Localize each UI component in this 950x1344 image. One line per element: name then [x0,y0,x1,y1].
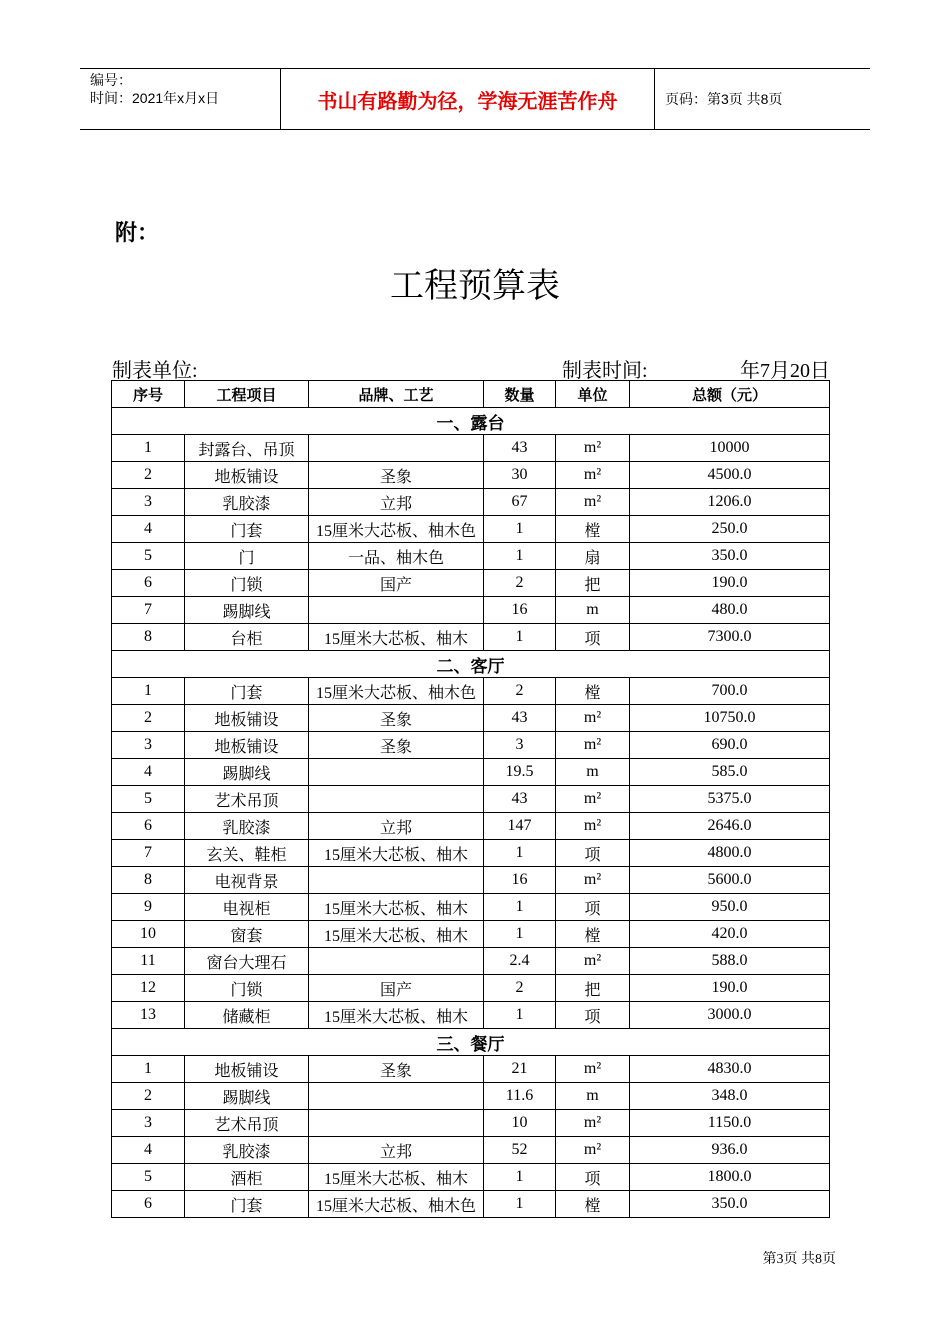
cell-total: 4830.0 [630,1056,830,1083]
cell-total: 3000.0 [630,1002,830,1029]
cell-index: 13 [112,1002,185,1029]
cell-index: 11 [112,948,185,975]
table-row [112,1137,830,1164]
cell-item: 电视背景 [185,867,309,894]
cell-index: 9 [112,894,185,921]
cell-item: 酒柜 [185,1164,309,1191]
cell-unit: m² [556,948,630,975]
col-header-quantity: 数量 [484,381,556,408]
section-title: 一、露台 [112,408,830,435]
cell-total: 950.0 [630,894,830,921]
cell-unit: m² [556,867,630,894]
cell-item: 电视柜 [185,894,309,921]
cell-item: 踢脚线 [185,759,309,786]
cell-index: 1 [112,678,185,705]
cell-quantity: 30 [484,462,556,489]
cell-index: 6 [112,570,185,597]
col-header-brand: 品牌、工艺 [309,381,484,408]
cell-total: 1206.0 [630,489,830,516]
table-row [112,813,830,840]
cell-total: 1150.0 [630,1110,830,1137]
cell-brand: 圣象 [309,462,484,489]
cell-unit: 项 [556,840,630,867]
table-row [112,624,830,651]
cell-unit: m² [556,732,630,759]
cell-quantity: 1 [484,894,556,921]
cell-quantity: 19.5 [484,759,556,786]
cell-index: 3 [112,1110,185,1137]
cell-index: 4 [112,1137,185,1164]
table-row [112,921,830,948]
cell-unit: m² [556,1137,630,1164]
cell-quantity: 1 [484,516,556,543]
cell-index: 2 [112,705,185,732]
cell-total: 4800.0 [630,840,830,867]
cell-unit: m² [556,1110,630,1137]
cell-unit: 樘 [556,516,630,543]
cell-total: 588.0 [630,948,830,975]
cell-brand [309,867,484,894]
cell-unit: m² [556,489,630,516]
cell-quantity: 16 [484,867,556,894]
cell-total: 936.0 [630,1137,830,1164]
cell-quantity: 2.4 [484,948,556,975]
cell-brand: 15厘米大芯板、柚木 [309,840,484,867]
table-row [112,840,830,867]
cell-quantity: 52 [484,1137,556,1164]
cell-total: 5375.0 [630,786,830,813]
header-time-label: 时间：2021年x月x日 [90,90,220,106]
cell-brand: 15厘米大芯板、柚木 [309,894,484,921]
cell-item: 地板铺设 [185,705,309,732]
cell-total: 250.0 [630,516,830,543]
cell-item: 门 [185,543,309,570]
cell-item: 地板铺设 [185,732,309,759]
table-header-row [112,381,830,408]
col-header-total: 总额（元） [630,381,830,408]
cell-unit: m² [556,786,630,813]
maker-time-label: 制表时间: [562,360,648,382]
page-footer: 第3页 共8页 [762,1252,836,1267]
cell-item: 储藏柜 [185,1002,309,1029]
document-title: 工程预算表 [390,266,560,306]
cell-brand: 立邦 [309,813,484,840]
cell-item: 踢脚线 [185,597,309,624]
table-body [112,408,830,1218]
cell-brand: 国产 [309,975,484,1002]
cell-brand: 15厘米大芯板、柚木 [309,624,484,651]
table-row [112,786,830,813]
cell-item: 窗台大理石 [185,948,309,975]
section-row [112,1029,830,1056]
cell-index: 1 [112,1056,185,1083]
cell-index: 4 [112,759,185,786]
cell-unit: m² [556,462,630,489]
cell-quantity: 1 [484,1002,556,1029]
cell-unit: m² [556,705,630,732]
cell-unit: m [556,1083,630,1110]
cell-brand: 15厘米大芯板、柚木 [309,921,484,948]
cell-unit: 项 [556,624,630,651]
cell-index: 7 [112,597,185,624]
cell-brand: 15厘米大芯板、柚木色 [309,678,484,705]
cell-brand [309,597,484,624]
cell-unit: 把 [556,570,630,597]
table-row [112,894,830,921]
cell-quantity: 1 [484,1191,556,1218]
table-row [112,516,830,543]
cell-item: 玄关、鞋柜 [185,840,309,867]
col-header-index: 序号 [112,381,185,408]
cell-index: 8 [112,624,185,651]
cell-quantity: 10 [484,1110,556,1137]
table-row [112,948,830,975]
cell-total: 2646.0 [630,813,830,840]
cell-total: 420.0 [630,921,830,948]
cell-unit: 樘 [556,1191,630,1218]
cell-item: 地板铺设 [185,462,309,489]
maker-date: 年7月20日 [740,360,830,382]
section-title: 二、客厅 [112,651,830,678]
cell-total: 190.0 [630,975,830,1002]
cell-total: 585.0 [630,759,830,786]
cell-brand [309,948,484,975]
cell-total: 10750.0 [630,705,830,732]
cell-index: 8 [112,867,185,894]
cell-index: 7 [112,840,185,867]
col-header-unit: 单位 [556,381,630,408]
cell-quantity: 16 [484,597,556,624]
cell-quantity: 1 [484,840,556,867]
cell-quantity: 43 [484,435,556,462]
cell-quantity: 1 [484,921,556,948]
cell-index: 2 [112,1083,185,1110]
cell-quantity: 2 [484,975,556,1002]
cell-item: 踢脚线 [185,1083,309,1110]
cell-brand [309,1083,484,1110]
cell-index: 6 [112,1191,185,1218]
section-row [112,651,830,678]
cell-quantity: 1 [484,1164,556,1191]
header-meta [80,69,281,129]
cell-quantity: 43 [484,786,556,813]
cell-item: 艺术吊顶 [185,786,309,813]
cell-brand: 圣象 [309,1056,484,1083]
cell-brand: 立邦 [309,489,484,516]
cell-brand: 15厘米大芯板、柚木 [309,1002,484,1029]
cell-total: 350.0 [630,543,830,570]
cell-unit: m² [556,813,630,840]
cell-quantity: 1 [484,624,556,651]
cell-total: 700.0 [630,678,830,705]
cell-brand: 一品、柚木色 [309,543,484,570]
cell-index: 1 [112,435,185,462]
cell-unit: 樘 [556,678,630,705]
table-row [112,705,830,732]
cell-brand: 国产 [309,570,484,597]
table-row [112,462,830,489]
cell-total: 4500.0 [630,462,830,489]
cell-index: 5 [112,786,185,813]
cell-item: 门套 [185,1191,309,1218]
cell-item: 艺术吊顶 [185,1110,309,1137]
cell-brand: 圣象 [309,732,484,759]
table-row [112,732,830,759]
cell-total: 480.0 [630,597,830,624]
cell-quantity: 21 [484,1056,556,1083]
cell-index: 5 [112,543,185,570]
cell-total: 690.0 [630,732,830,759]
cell-quantity: 67 [484,489,556,516]
cell-index: 2 [112,462,185,489]
table-row [112,759,830,786]
cell-total: 7300.0 [630,624,830,651]
cell-brand: 圣象 [309,705,484,732]
cell-index: 3 [112,732,185,759]
col-header-item: 工程项目 [185,381,309,408]
cell-item: 门锁 [185,570,309,597]
table-row [112,1164,830,1191]
cell-item: 封露台、吊顶 [185,435,309,462]
table-row [112,1056,830,1083]
cell-item: 窗套 [185,921,309,948]
table-row [112,1083,830,1110]
cell-item: 乳胶漆 [185,813,309,840]
cell-brand: 立邦 [309,1137,484,1164]
cell-quantity: 43 [484,705,556,732]
cell-unit: 扇 [556,543,630,570]
cell-total: 10000 [630,435,830,462]
cell-brand: 15厘米大芯板、柚木色 [309,516,484,543]
cell-quantity: 2 [484,678,556,705]
cell-quantity: 11.6 [484,1083,556,1110]
attachment-label: 附： [115,221,160,246]
header-page-info: 页码：第3页 共8页 [665,91,783,107]
cell-brand: 15厘米大芯板、柚木 [309,1164,484,1191]
table-row [112,1191,830,1218]
header-motto: 书山有路勤为径，学海无涯苦作舟 [281,69,655,129]
cell-item: 地板铺设 [185,1056,309,1083]
cell-unit: 樘 [556,921,630,948]
table-row [112,435,830,462]
cell-index: 10 [112,921,185,948]
cell-index: 6 [112,813,185,840]
cell-total: 1800.0 [630,1164,830,1191]
table-row [112,1002,830,1029]
cell-quantity: 1 [484,543,556,570]
maker-unit-label: 制表单位: [112,360,198,382]
table-row [112,489,830,516]
page-header [80,68,870,130]
cell-quantity: 147 [484,813,556,840]
cell-unit: m² [556,435,630,462]
table-row [112,570,830,597]
cell-index: 12 [112,975,185,1002]
cell-unit: 项 [556,1164,630,1191]
cell-item: 乳胶漆 [185,1137,309,1164]
cell-quantity: 2 [484,570,556,597]
cell-item: 门锁 [185,975,309,1002]
cell-total: 5600.0 [630,867,830,894]
section-row [112,408,830,435]
cell-brand [309,759,484,786]
cell-index: 4 [112,516,185,543]
table-meta [112,354,830,380]
cell-unit: m [556,597,630,624]
cell-index: 3 [112,489,185,516]
cell-total: 350.0 [630,1191,830,1218]
section-title: 三、餐厅 [112,1029,830,1056]
table-row [112,543,830,570]
header-number-label: 编号： [90,72,132,88]
cell-item: 乳胶漆 [185,489,309,516]
cell-brand [309,1110,484,1137]
cell-brand: 15厘米大芯板、柚木色 [309,1191,484,1218]
table-row [112,867,830,894]
cell-total: 348.0 [630,1083,830,1110]
cell-unit: m [556,759,630,786]
cell-item: 台柜 [185,624,309,651]
cell-quantity: 3 [484,732,556,759]
table-row [112,1110,830,1137]
cell-brand [309,435,484,462]
table-row [112,597,830,624]
cell-brand [309,786,484,813]
cell-index: 5 [112,1164,185,1191]
cell-unit: 把 [556,975,630,1002]
budget-table [111,380,830,1218]
cell-unit: m² [556,1056,630,1083]
cell-unit: 项 [556,1002,630,1029]
table-row [112,678,830,705]
cell-item: 门套 [185,516,309,543]
cell-item: 门套 [185,678,309,705]
cell-total: 190.0 [630,570,830,597]
table-row [112,975,830,1002]
cell-unit: 项 [556,894,630,921]
